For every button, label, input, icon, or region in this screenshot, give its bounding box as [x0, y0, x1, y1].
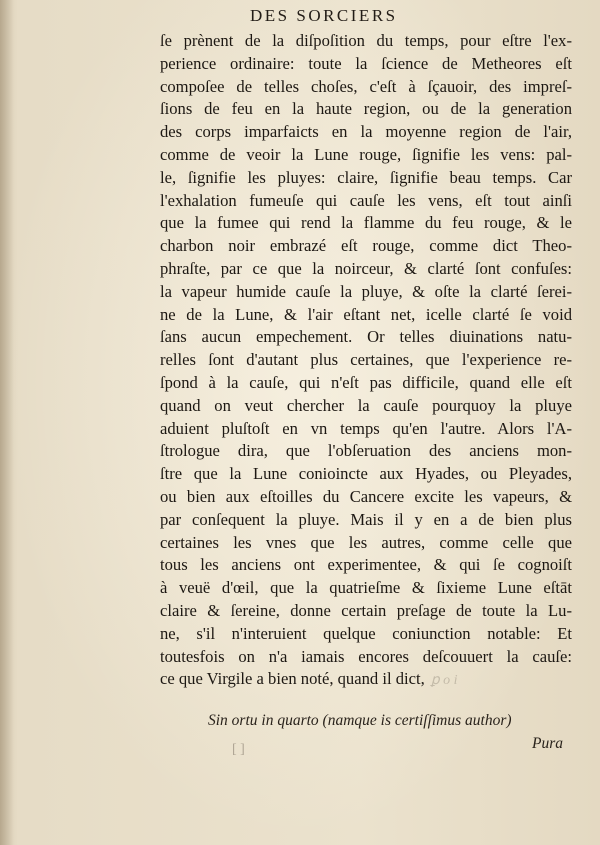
text-line: ne de la Lune, & l'air eſtant net, icelle clarté ſe void — [160, 304, 572, 324]
text-line: charbon noir embrazé eſt rouge, comme dict Theo- — [160, 236, 572, 256]
text-line: ſtrologue dira, que l'obſeruation des anciens mon- — [160, 441, 572, 461]
text-line: des corps imparfaicts en la moyenne region de l'air, — [160, 122, 572, 142]
text-line: phraſte, par ce que la noirceur, & clarté ſont confuſes: — [160, 258, 572, 278]
bleed-through-mark: [ ] — [232, 742, 245, 757]
text-line: compoſee de telles choſes, c'eſt à ſçauoir, des impreſ- — [160, 76, 572, 96]
text-line: que la fumee qui rend la flamme du feu rouge, & le — [160, 213, 572, 233]
text-line: ſe prènent de la diſpoſition du temps, pour eſtre l'ex- — [160, 31, 572, 50]
text-line: ou bien aux eſtoilles du Cancere excite les vapeurs, & — [160, 486, 572, 506]
body-text — [160, 30, 572, 691]
text-line: l'exhalation fumeuſe qui cauſe les vens, eſt tout ainſi — [160, 190, 572, 210]
bleed-through-mark: ꝑ o i — [430, 673, 458, 689]
running-head: DES SORCIERS — [250, 6, 398, 25]
text-line: perience ordinaire: toute la ſcience de Metheores eſt — [160, 53, 572, 73]
catchword: Pura — [532, 735, 563, 752]
text-line: ſions de feu en la haute region, ou de la generation — [160, 99, 572, 119]
text-line: par conſequent la pluye. Mais il y en a de bien plus — [160, 509, 572, 529]
text-line: la vapeur humide cauſe la pluye, & oſte la clarté ſerei- — [160, 281, 572, 301]
text-line: relles ſont d'autant plus certaines, que l'experience re- — [160, 350, 572, 370]
text-line: tous les anciens ont experimentee, & qui ſe cognoiſt — [160, 555, 572, 575]
text-line: aduient pluſtoſt en vn temps qu'en l'autre. Alors l'A- — [160, 418, 572, 438]
text-line: ne, s'il n'interuient quelque coniunction notable: Et — [160, 623, 572, 643]
text-line: ſans aucun empechement. Or telles diuinations natu- — [160, 327, 572, 347]
text-line: claire & ſereine, donne certain preſage de toute la Lu- — [160, 600, 572, 620]
gutter-shadow — [0, 0, 14, 845]
text-line: ſtre que la Lune conioincte aux Hyades, ou Pleyades, — [160, 464, 572, 484]
text-line: toutesfois on n'a iamais encores deſcouuert la cauſe: — [160, 646, 572, 666]
text-line: à veuë d'œil, que la quatrieſme & ſixieme Lune eſtāt — [160, 578, 572, 598]
text-line: certaines les vnes que les autres, comme celle que — [160, 532, 572, 552]
verse-quotation: Sin ortu in quarto (namque is certiſſimus author) — [208, 712, 512, 729]
text-line: quand on veut chercher la cauſe pourquoy la pluye — [160, 395, 572, 415]
text-line — [160, 668, 572, 691]
text-line: le, ſignifie les pluyes: claire, ſignifie beau temps. Car — [160, 167, 572, 187]
text-line-content: ce que Virgile a bien noté, quand il dict, — [160, 669, 425, 689]
text-line: ſpond à la cauſe, qui n'eſt pas difficile, quand elle eſt — [160, 372, 572, 392]
text-line: comme de veoir la Lune rouge, ſignifie les vens: pal- — [160, 144, 572, 164]
